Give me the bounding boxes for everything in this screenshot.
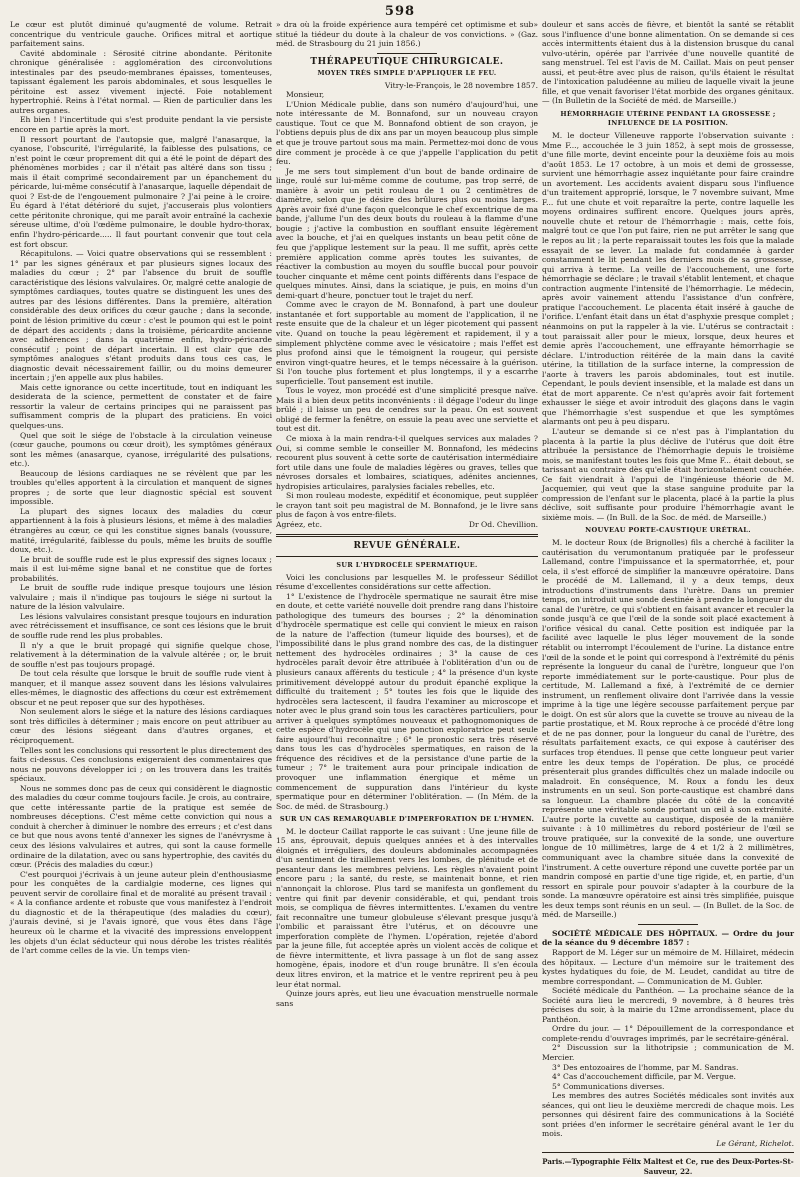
section-heading: THÉRAPEUTIQUE CHIRURGICALE. (310, 56, 504, 67)
dateline: Vitry-le-François, le 28 novembre 1857. (384, 80, 538, 90)
paragraph: Mais cette ignorance ou cette incertitude, tout en indiquant les desiderata de la science, permettent de constater et de faire ressortir la valeur de certains principes qui ne paraissent pas suffisamment compris de la plupart des praticiens. En voici quelques-uns. (10, 382, 272, 430)
closing: Agréez, etc. (276, 519, 323, 529)
paragraph: Le bruit de souffle rude est le plus expressif des signes locaux ; mais il est lui-même signe banal et ne constitue que de fortes probabilités. (10, 554, 272, 583)
salutation: Monsieur, (286, 90, 325, 100)
paragraph: Quinze jours après, eut lieu une évacuation menstruelle normale sans (276, 989, 538, 1008)
paragraph: Récapitulons. — Voici quatre observations qui se ressemblent : 1° par les signes généraux et par plusieurs signes locaux des maladies du cœur ; 2° par l'absence du bruit de souffle caractéristique des lésions valvulaires. Or, malgré cette analogie de symptômes cardiaques, toutes quatre se distinguent les unes des autres par des lésions différentes. Dans la première, altération considérable des deux orifices du cœur gauche ; dans la seconde, point de lésion primitive du cœur : c'est le poumon qui est le point de départ des accidents ; dans la troisième, péricardite ancienne avec adhérences ; dans la quatrième enfin, hydro-péricarde consécutif ; point de départ incertain. Il est clair que des symptômes analogues s'étant produits dans tous ces cas, le diagnostic devait nécessairement faillir, ou du moins demeurer incertain ; j'en appelle aux plus habiles. (10, 249, 272, 383)
section-heading: REVUE GÉNÉRALE. (353, 541, 461, 552)
agenda-item: 2° Discussion sur la lithotripsie ; communication de M. Mercier. (542, 1043, 794, 1062)
paragraph: Quel que soit le siége de l'obstacle à la circulation veineuse (cœur gauche, poumons ou cœur droit), les symptômes généraux sont les mêmes (anasarque, cyanose, irrégularité des pulsations, etc.). (10, 430, 272, 469)
paragraph: M. le docteur Villeneuve rapporte l'observation suivante : Mme F..., accouchée le 3 juin 1852, à sept mois de grossesse, d'une fille morte, devint enceinte pour la deuxième fois au mois d'août 1853. Le 17 octobre, à un mois et demi de grossesse, survient une hémorrhagie assez inquiétante pour faire craindre un avortement. Les accidents avaient disparu sous l'influence d'un traitement approprié, lorsque, le 7 novembre suivant, Mme F... fut une chute et voit reparaître la perte, contre laquelle les moyens ordinaires suffirent encore. Quelques jours après, nouvelle chute et retour de l'hémorrhagie : mais, cette fois, malgré tout ce que l'on put faire, rien ne put arrêter le sang que le repos au lit ; la perte reparaissait toutes les fois que la malade essayait de se lever. La malade fut condamnée à garder constamment le lit pendant les derniers mois de sa grossesse, qui arriva à terme. La veille de l'accouchement, une forte hémorrhagie se déclare ; le travail s'établit lentement, et chaque contraction augmente l'intensité de l'hémorrhagie. Le médecin, après avoir vainement attendu l'assistance d'un confrère, pratique l'accouchement. Le placenta était inséré à gauche de l'orifice. L'enfant était dans un état d'asphyxie presque complet ; néanmoins on put la rappeler à la vie. L'utérus se contractait : tout paraissait aller pour le mieux, lorsque, deux heures et demie après l'accouchement, une effrayante hémorrhagie se déclare. L'introduction réitérée de la main dans la cavité utérine, la titillation de la surface interne, la compression de l'aorte à travers les parois abdominales, tout est inutile. Cependant, le pouls devient insensible, et la malade est dans un état de mort apparente. Ce n'est qu'après avoir fait fortement exhausser le siége et avoir introduit des glaçons dans le vagin que l'hémorrhagie s'est suspendue et que les symptômes alarmants ont peu à peu disparu. (542, 131, 794, 427)
paragraph: Nous ne sommes donc pas de ceux qui considèrent le diagnostic des maladies du cœur comme toujours facile. Je crois, au contraire, que cette intéressante partie de la pratique est semée de nombreuses déceptions. C'est même cette conviction qui nous a conduit à chercher à diminuer le nombre des erreurs ; et c'est dans ce but que nous avons tenté d'annexer les signes de l'anévrysme à ceux des lésions valvulaires et autres, qui sont la cause formelle ordinaire de la dilatation, avec ou sans hypertrophie, des cavités du cœur. (Précis des maladies du cœur.) (10, 783, 272, 870)
paragraph: Voici les conclusions par lesquelles M. le professeur Sédillot résume d'excellentes considérations sur cette affection. (276, 572, 538, 592)
paragraph: M. le docteur Roux (de Brignolles) fils a cherché à faciliter la cautérisation du verumontanum pratiquée par le professeur Lallemand, contre l'impuissance et la spermatorrhée, et, pour cela, il s'est efforcé de simplifier la manœuvre opératoire. Dans le procédé de M. Lallemand, il y a deux temps, deux introductions d'instruments dans l'urètre. Dans un premier temps, on introduit une sonde destinée à prendre la longueur du canal de l'urètre, ce qui s'obtient en faisant avancer et reculer la sonde jusqu'à ce que l'œil de la sonde soit placé exactement à l'orifice vésical du canal. Cette position est indiquée par la facilité avec laquelle le plus léger mouvement de la sonde rétablit ou interrompt l'écoulement de l'urine. La distance entre l'œil de la sonde et le point qui correspond à l'extrémité du pénis représente la longueur du canal de l'urètre, longueur que l'on reporte immédiatement sur le porte-caustique. Pour plus de certitude, M. Lallemand a fixé, à l'extrémité de ce dernier instrument, un renflement olivaire dont l'arrivée dans la vessie imprime à la tige une légère secousse parfaitement perçue par le doigt. On est sûr alors que la cuvette se trouve au niveau de la partie prostatique, et M. Roux reproche à ce procédé d'être long et de ne pas donner, pour la longueur du canal de l'urètre, des résultats parfaitement exacts, ce qui expose à cautériser des surfaces trop étendues. Il pense que cette longueur peut varier entre les deux temps de l'opération. De plus, ce procédé présenterait plus grandes difficultés chez un malade indocile ou maladroit. En conséquence, M. Roux a fondu les deux instruments en un seul. Son porte-caustique est chambré dans sa longueur. La chambre placée du côté de la concavité représente une véritable sonde portant un œil à son extrémité. L'autre porte la cuvette au caustique, disposée de la manière suivante : à 10 millimètres du rebord postérieur de l'œil se trouve pratiquée, sur la convexité de la sonde, une ouverture longue de 10 millimètres, large de 4 et 1/2 à 2 millimètres, communiquant avec la chambre située dans la convexité de l'instrument. A cette ouverture répond une cuvette portée par un mandrin composé en partie d'une tige rigide, et, en partie, d'un ressort en spirale pour pouvoir s'adapter à la courbure de la sonde. La manœuvre opératoire est ainsi très simplifiée, puisque les deux temps sont réunis en un seul. — (In Bullet. de la Soc. de méd. de Marseille.) (542, 537, 794, 920)
society-heading: SOCIÉTÉ MÉDICALE DES HÔPITAUX. — Ordre du jour de la séance du 9 décembre 1857 : (542, 928, 794, 948)
paragraph: L'auteur se demande si ce n'est pas à l'implantation du placenta à la partie la plus déclive de l'utérus que doit être attribuée la persistance de l'hémorrhagie depuis le troisième mois, se manifestant toutes les fois que Mme F... était debout, se tarissant au contraire dès qu'elle était horizontalement couchée. Ce fait viendrait à l'appui de l'ingénieuse théorie de M. Jacquemier, qui veut que la stase sanguine produite par la compression de l'enfant sur le placenta, placé à la partie la plus déclive, soit suffisante pour produire l'hémorrhagie avant le sixième mois. — (In Bull. de la Soc. de méd. de Marseille.) (542, 426, 794, 522)
column-left (10, 20, 272, 1102)
signature-line (276, 520, 538, 530)
paragraph: Eh bien ! l'incertitude qui s'est produite pendant la vie persiste encore en partie après la mort. (10, 115, 272, 135)
paragraph: La plupart des signes locaux des maladies du cœur appartiennent à la fois à plusieurs lésions, et même à des maladies étrangères au cœur, ce qui les constitue signes banals (voussure, matité, irrégularité, faiblesse du pouls, même les bruits de souffle doux, etc.). (10, 506, 272, 555)
paragraph: Il ressort pourtant de l'autopsie que, malgré l'anasarque, la cyanose, l'obscurité, l'irrégularité, la faiblesse des pulsations, ce n'est point le cœur proprement dit qui a été le point de départ des phénomènes morbides ; car il n'était pas altéré dans son tissu ; mais il était comprimé secondairement par un épanchement du péricarde, lui-même consécutif à l'anasarque, laquelle dépendait de quoi ? Est-de de l'engouement pulmonaire ? J'ai peine à le croire. Eu égard à l'état détérioré du sujet, j'accuserais plus volontiers cette péritonite chronique, qui me paraît avoir entraîné la cachexie séreuse ultime, d'où l'œdème pulmonaire, le double hydro-thorax, enfin l'hydro-péricarde..... Il faut pourtant convenir que tout cela est fort obscur. (10, 134, 272, 249)
gerant-signature: Le Gérant, Richelot. (716, 1138, 794, 1148)
paragraph: Je me sers tout simplement d'un bout de bande ordinaire de linge, roulé sur lui-même comme de coutume, pas trop serré, de manière à avoir un petit rouleau de 1 ou 2 centimètres de diamètre, selon que je désire des brûlures plus ou moins larges. Après avoir fixé d'une façon quelconque le chef excentrique de ma bande, j'allume l'un des deux bouts du rouleau à la flamme d'une bougie ; j'active la combustion en soufflant ensuite légèrement avec la bouche, et j'ai en quelques instants un beau petit cône de feu que j'applique lestement sur la peau. Il me suffit, après cette première application comme après toutes les suivantes, de réactiver la combustion au moyen du souffle buccal pour pouvoir toucher cinquante et même cent points différents dans l'espace de quelques minutes. Ainsi, dans la sciatique, je puis, en moins d'un demi-quart d'heure, ponctuer tout le trajet du nerf. (276, 166, 538, 300)
article-heading: NOUVEAU PORTE-CAUSTIQUE URÉTRAL. (585, 526, 751, 535)
paragraph: Tous le voyez, mon procédé est d'une simplicité presque naïve. Mais il a bien deux petits inconvénients : il dégage l'odeur du linge brûlé ; il laisse un peu de cendres sur la peau. On est souvent obligé de fermer la fenêtre, on essuie la peau avec une serviette et tout est dit. (276, 386, 538, 434)
paragraph: Le bruit de souffle rude indique presque toujours une lésion valvulaire ; mais il n'indique pas toujours le siége ni surtout la nature de la lésion valvulaire. (10, 583, 272, 612)
divider (377, 53, 437, 54)
paragraph: Beaucoup de lésions cardiaques ne se révèlent que par les troubles qu'elles apportent à la circulation et manquent de signes propres ; de sorte que leur diagnostic spécial est souvent impossible. (10, 468, 272, 507)
paragraph: Comme avec le crayon de M. Bonnafond, à part une douleur instantanée et fort supportable au moment de l'application, il ne reste ensuite que de la chaleur et un léger picotement qui passent vite. Quand on touche la peau légèrement et rapidement, il y a simplement phlyctène comme avec le vésicatoire ; mais l'effet est plus profond ainsi que le témoignent la rougeur, qui persiste environ vingt-quatre heures, et le temps nécessaire à la guérison. Si l'on touche plus fortement et plus longtemps, il y a escarrhe superficielle. Tout pansement est inutile. (276, 300, 538, 386)
divider (638, 924, 698, 925)
paragraph: douleur et sans accès de fièvre, et bientôt la santé se rétablit sous l'influence d'une bonne alimentation. On se demande si ces accès intermittents étaient dus à la distension brusque du canal vulvo-utérin, opérée par l'arrivée d'une nouvelle quantité de sang menstruel. Tel est l'avis de M. Caillat. Mais on peut penser aussi, et peut-être avec plus de raison, qu'ils étaient le résultat de l'intoxication paludéenne au milieu de laquelle vivait la jeune fille, et que venait favoriser l'état morbide des organes génitaux. — (In Bulletin de la Société de méd. de Marseille.) (542, 20, 794, 106)
divider (542, 1152, 794, 1153)
paragraph: Les membres des autres Sociétés médicales sont invités aux séances, qui ont lieu le deuxième mercredi de chaque mois. Les personnes qui désirent faire des communications à la Société sont priées d'en informer le secrétaire général avant le 1er du mois. (542, 1091, 794, 1139)
divider (276, 556, 538, 557)
page-number: 598 (384, 4, 416, 19)
article-heading: SUR L'HYDROCÈLE SPERMATIQUE. (336, 560, 478, 569)
paragraph: M. le docteur Caillat rapporte le cas suivant : Une jeune fille de 15 ans, éprouvait, depuis quelques années et à des intervalles éloignés et irréguliers, des douleurs abdominales accompagnées d'un sentiment de tiraillement vers les lombes, de plénitude et de pesanteur dans les membres pelviens. Les règles n'avaient point encore paru ; la santé, du reste, se maintenait bonne, et rien n'annonçait la chlorose. Plus tard se manifesta un gonflement du ventre qui finit par devenir considérable, et qui, pendant trois mois, se compliqua de fièvres intermittentes. L'examen du ventre fait reconnaître une tumeur globuleuse s'élevant presque jusqu'à l'ombilic et paraissant être l'utérus, et on découvre une imperforation complète de l'hymen. L'opération, rejetée d'abord par la jeune fille, fut acceptée après un violent accès de colique et de fièvre intermittente, et livra passage à un flot de sang assez homogène, épais, inodore et d'un rouge brunâtre. Il s'en écoula deux litres environ, et la matrice et le ventre reprirent peu à peu leur état normal. (276, 826, 538, 989)
column-right (542, 20, 794, 1176)
paragraph: Si mon rouleau modeste, expéditif et économique, peut suppléer le crayon tant soit peu magistral de M. Bonnafond, je le livre sans plus de façon à vos entre-filets. (276, 491, 538, 520)
agenda-item: 5° Communications diverses. (552, 1081, 665, 1091)
article-heading: HÉMORRHAGIE UTÉRINE PENDANT LA GROSSESSE ; INFLUENCE DE LA POSITION. (560, 109, 776, 128)
printer-imprint: Paris.—Typographie Félix Maltest et Ce, rue des Deux-Portes-St-Sauveur, 22. (542, 1157, 794, 1176)
paragraph: 1° L'existence de l'hydrocèle spermatique ne saurait être mise en doute, et cette variété nouvelle doit prendre rang dans l'histoire pathologique des tumeurs des bourses ; 2° la dénomination d'hydrocèle spermatique est celle qui convient le mieux en raison de la nature de l'affection (tumeur liquide des bourses), et de l'impossibilité dans le plus grand nombre des cas, de la distinguer nettement des hydrocèles ordinaires ; 3° la cause de ces hydrocèles paraît devoir être attribuée à l'oblitération d'un ou de plusieurs canaux afférents du testicule ; 4° la présence d'un kyste primitivement développé autour du produit épanché explique la difficulté du traitement ; 5° toutes les fois que le liquide des hydrocèles sera lactescent, il faudra l'examiner au microscope et noter avec le plus grand soin tous les caractères particuliers, pour arriver à quelques symptômes nouveaux et pathognomoniques de cette espèce d'hydrocèle qui une ponction exploratrice peut seule faire aujourd'hui reconnaître ; 6° le pronostic sera très réservé dans tous les cas d'hydrocèles spermatiques, en raison de la fréquence des récidives et de la persistance d'une partie de la tumeur ; 7° le traitement aura pour principale indication de provoquer une inflammation énergique et même un commencement de suppuration dans l'intérieur du kyste spermatique pour en déterminer l'oblitération. — (In Mém. de la Soc. de méd. de Strasbourg.) (276, 591, 538, 811)
paragraph: C'est pourquoi j'écrivais à un jeune auteur plein d'enthousiasme pour les conquêtes de la cardialgie moderne, ces lignes qui peuvent servir de corollaire final et de moralité au présent travail : « A la confiance ardente et robuste que vous manifestez à l'endroit du diagnostic et de la thérapeutique (des maladies du cœur), j'aurais deviné, si je l'avais ignoré, que vous êtes dans l'âge heureux où le charme et la vivacité des impressions enveloppent les objets d'un éclat séducteur qui nous dérobe les tristes réalités de l'art comme celles de la vie. Un temps vien- (10, 869, 272, 956)
paragraph: Société médicale du Panthéon. — La prochaine séance de la Société aura lieu le mercredi, 9 novembre, à 8 heures très précises du soir, à la mairie du 12me arrondissement, place du Panthéon. (542, 986, 794, 1024)
paragraph: Les lésions valvulaires consistant presque toujours en induration avec rétrécissement et insuffisance, ce sont ces lésions que le bruit de souffle rude rend les plus probables. (10, 611, 272, 640)
paragraph: Rapport de M. Léger sur un mémoire de M. Hillairet, médecin des hôpitaux. — Lecture d'un mémoire sur le traitement des kystes hydatiques du foie, de M. Leudet, candidat au titre de membre correspondant. — Communication de M. Gubler. (542, 947, 794, 986)
paragraph: Il n'y a que le bruit propagé qui signifie quelque chose, relativement à la détermination de la valvule altérée ; or, le bruit de souffle n'est pas toujours propagé. (10, 640, 272, 669)
column-middle (276, 20, 538, 1102)
article-heading: MOYEN TRÈS SIMPLE D'APPLIQUER LE FEU. (317, 69, 497, 78)
paragraph: Cavité abdominale : Sérosité citrine abondante. Péritonite chronique généralisée : agglomération des circonvolutions intestinales par des pseudo-membranes épaisses, tomenteuses, tapissant également les parois abdominales, et sous lesquelles le péritoine est assez vivement injecté. Foie notablement hypertrophié. Reins à l'état normal. — Rien de particulier dans les autres organes. (10, 48, 272, 115)
article-heading: SUR UN CAS REMARQUABLE D'IMPERFORATION DE L'HYMEN. (279, 815, 535, 824)
paragraph: Ordre du jour. — 1° Dépouillement de la correspondance et complete-rendu d'ouvrages imprimés, par le secrétaire-général. (542, 1024, 794, 1043)
paragraph: » dra où la froide expérience aura tempéré cet optimisme et sub» stitué la tiédeur du doute à la chaleur de vos convictions. » (Gaz. méd. de Strasbourg du 21 juin 1856.) (276, 20, 538, 49)
paragraph: Telles sont les conclusions qui ressortent le plus directement des faits ci-dessus. Ces conclusions exigeraient des commentaires que nous ne pouvons développer ici ; on les trouvera dans les traités spéciaux. (10, 745, 272, 784)
paragraph: Non seulement alors le siége et la nature des lésions cardiaques sont très difficiles à déterminer ; mais encore on peut attribuer au cœur des lésions siégeant dans d'autres organes, et réciproquement. (10, 707, 272, 746)
paragraph: De tout cela résulte que lorsque le bruit de souffle rude vient à manquer, et il manque assez souvent dans les lésions valvulaires elles-mêmes, le diagnostic des affections du cœur est extrêmement obscur et ne peut reposer que sur des hypothèses. (10, 669, 272, 707)
paragraph: Le cœur est plutôt diminué qu'augmenté de volume. Retrait concentrique du ventricule gauche. Orifices mitral et aortique parfaitement sains. (10, 20, 272, 49)
paragraph: L'Union Médicale publie, dans son numéro d'aujourd'hui, une note intéressante de M. Bonnafond, sur un nouveau crayon caustique. Tout ce que M. Bonnafond obtient de son crayon, je l'obtiens depuis plus de dix ans par un moyen beaucoup plus simple et que je trouve partout sous ma main. Permettez-moi donc de vous dire comment je procède à ce que j'appelle l'application du petit feu. (276, 99, 538, 167)
agenda-item: 3° Des entozoaires de l'homme, par M. Sandras. (552, 1062, 739, 1072)
divider (276, 534, 538, 537)
author-signature: Dr Od. Chevillion. (468, 519, 538, 529)
agenda-item: 4° Cas d'accouchement difficile, par M. Vergue. (552, 1072, 736, 1082)
paragraph: Ce mioxa à la main rendra-t-il quelques services aux malades ? Oui, si comme semble le conseiller M. Bonnafond, les médecins recourent plus souvent à cette sorte de cautérisation intermédiaire fort utile dans une foule de maladies légères ou graves, telles que névroses dorsales et lombaires, sciatiques, adénites anciennes, hydropisies articulaires, paralysies faciales rebelles, etc. (276, 433, 538, 491)
